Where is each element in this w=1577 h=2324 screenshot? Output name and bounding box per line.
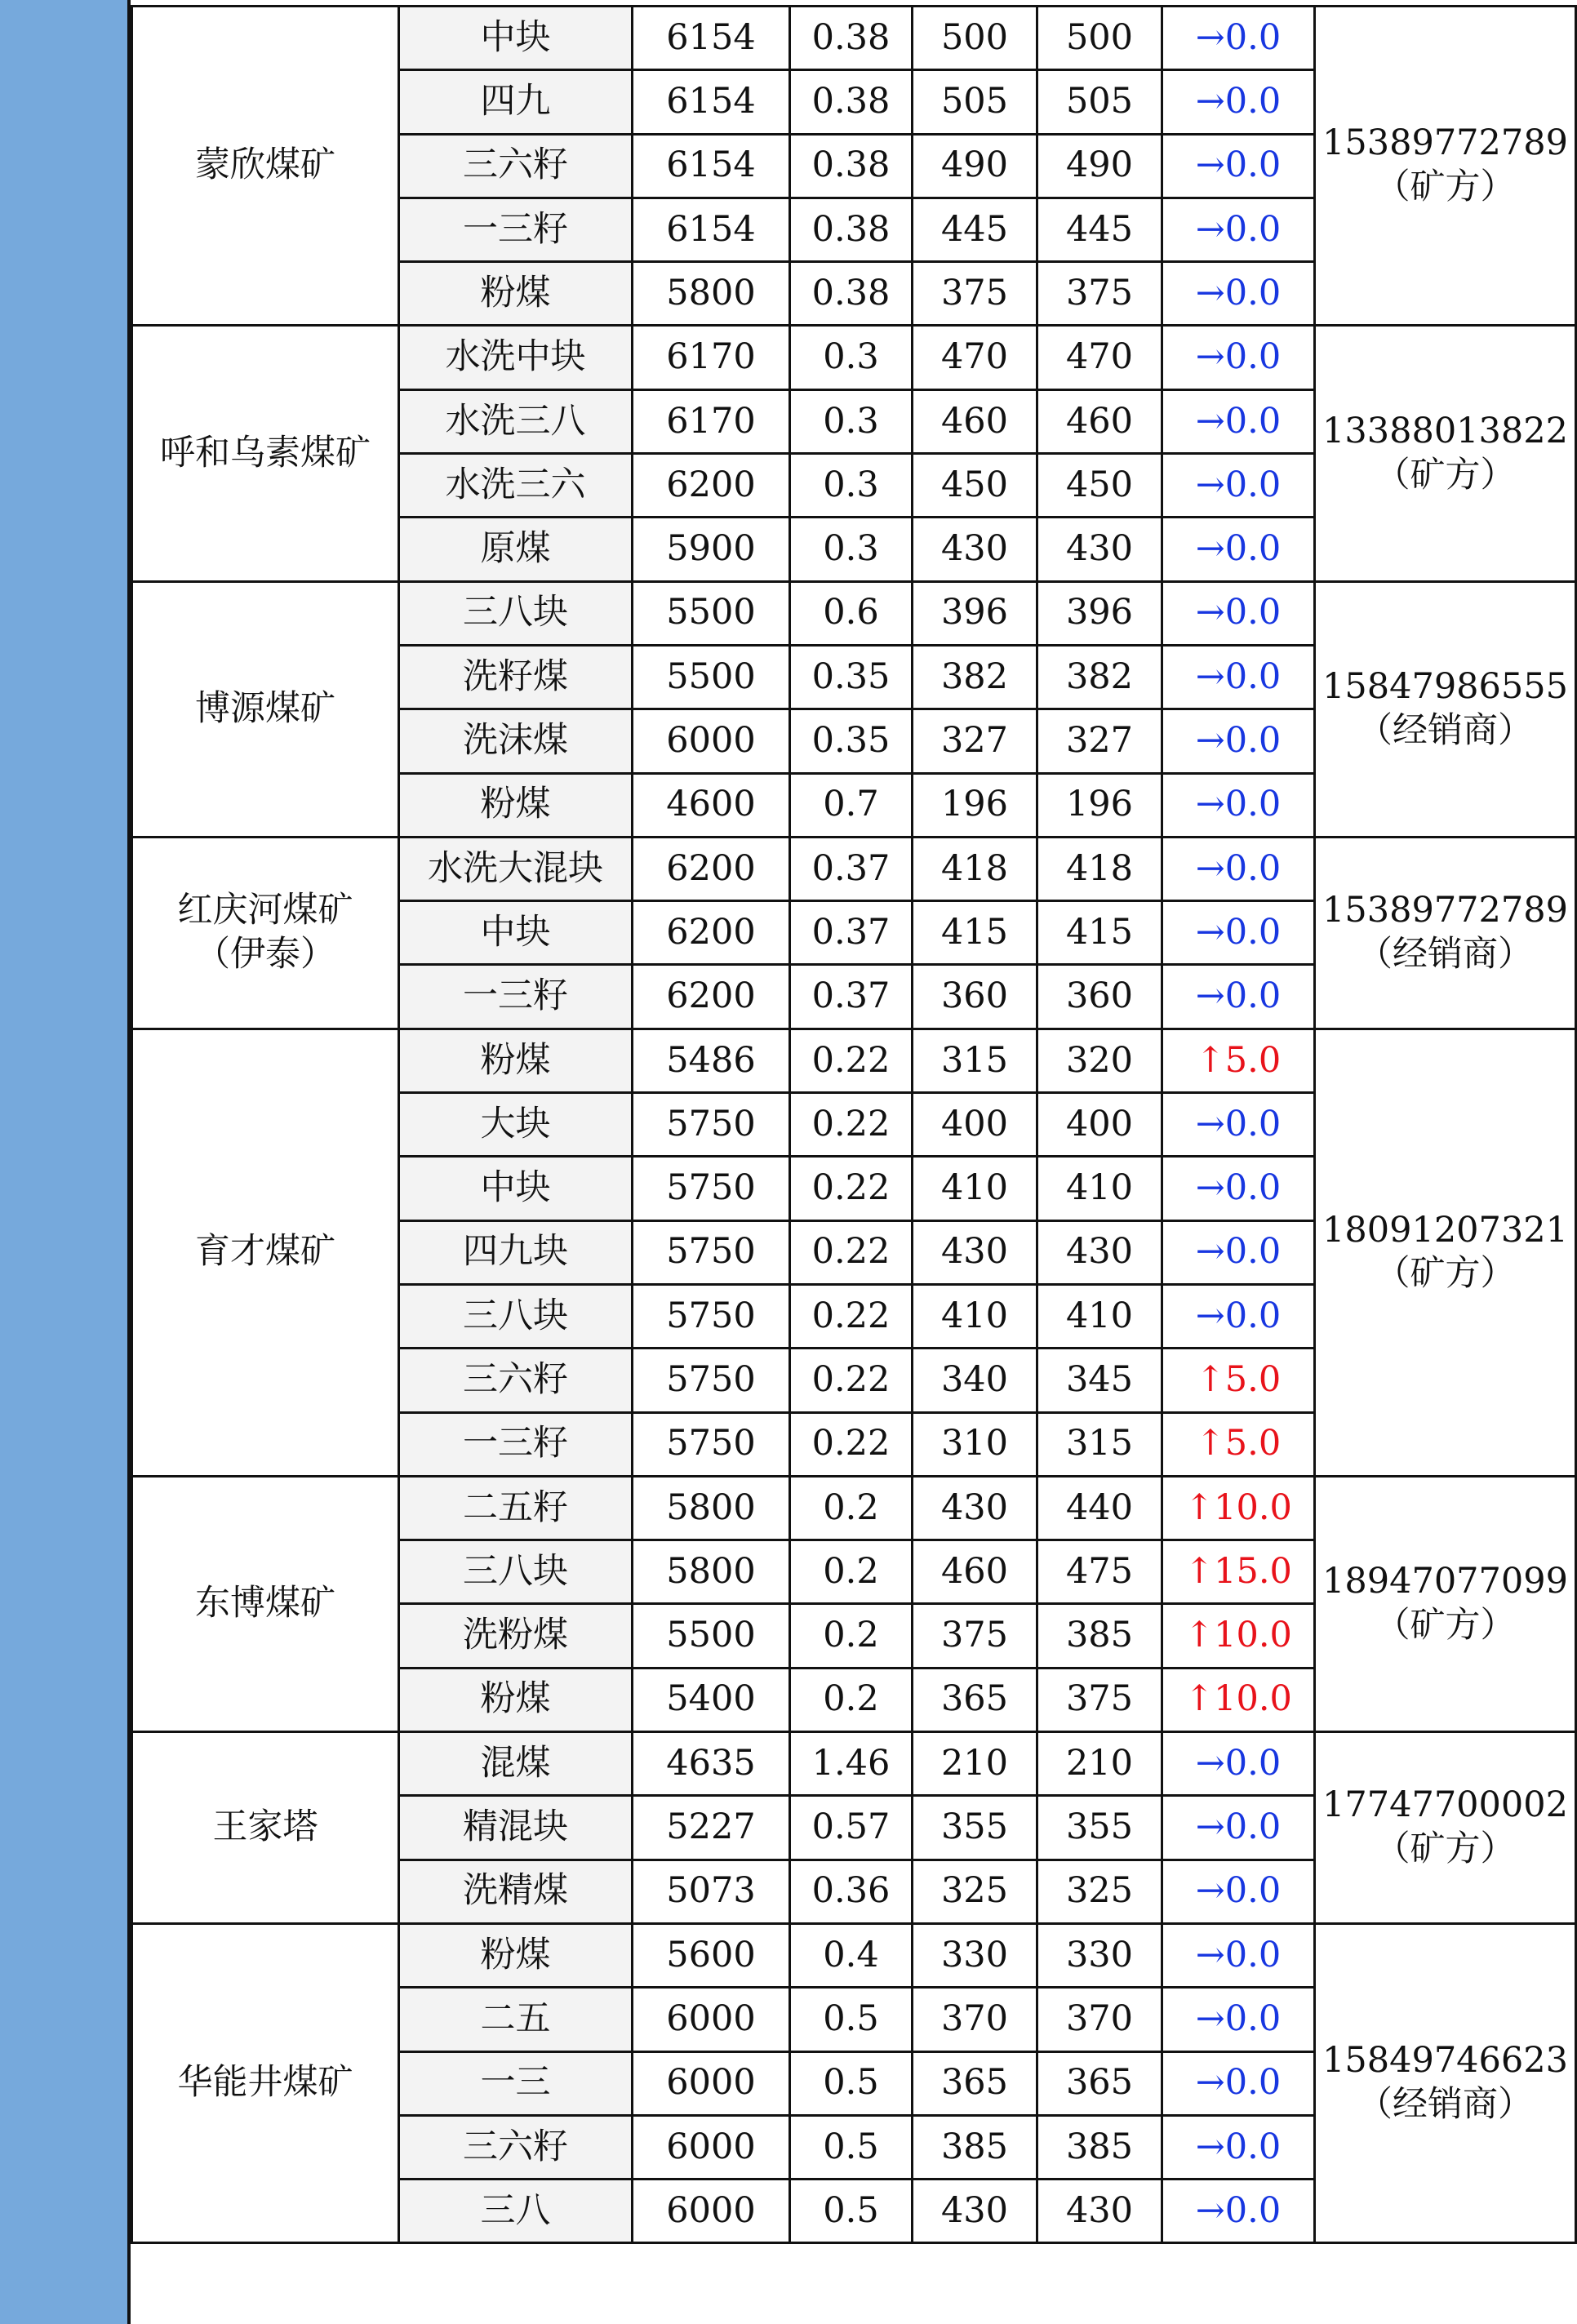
current-price-cell: 470 (1037, 326, 1162, 389)
current-price-cell: 385 (1037, 2115, 1162, 2179)
price-change-flat-cell: →0.0 (1162, 1860, 1315, 1923)
contact-role: （矿方） (1375, 167, 1516, 208)
product-cell: 洗籽煤 (399, 645, 633, 709)
price-change-up-cell: ↑10.0 (1162, 1668, 1315, 1731)
product-cell: 三八块 (399, 581, 633, 645)
sulfur-value-cell: 0.22 (790, 1157, 913, 1220)
price-change-flat-cell: →0.0 (1162, 454, 1315, 518)
sulfur-value-cell: 0.4 (790, 1923, 913, 1987)
contact-phone: 18091207321 (1322, 1209, 1568, 1251)
current-price-cell: 360 (1037, 965, 1162, 1029)
heat-value-cell: 6154 (633, 134, 790, 198)
product-cell: 原煤 (399, 518, 633, 581)
price-change-up-cell: ↑10.0 (1162, 1604, 1315, 1668)
current-price-cell: 365 (1037, 2051, 1162, 2115)
heat-value-cell: 5750 (633, 1093, 790, 1157)
table-row (132, 1476, 1576, 1540)
sulfur-value-cell: 0.38 (790, 262, 913, 326)
sulfur-value-cell: 0.22 (790, 1220, 913, 1284)
table-row (132, 581, 1576, 645)
sulfur-value-cell: 0.2 (790, 1540, 913, 1604)
sulfur-value-cell: 0.3 (790, 454, 913, 518)
current-price-cell: 430 (1037, 1220, 1162, 1284)
sulfur-value-cell: 0.22 (790, 1093, 913, 1157)
current-price-cell: 375 (1037, 1668, 1162, 1731)
previous-price-cell: 382 (913, 645, 1037, 709)
current-price-cell: 505 (1037, 70, 1162, 134)
current-price-cell: 430 (1037, 518, 1162, 581)
contact-cell (1315, 1476, 1576, 1731)
current-price-cell: 396 (1037, 581, 1162, 645)
heat-value-cell: 6154 (633, 7, 790, 70)
current-price-cell: 327 (1037, 709, 1162, 773)
contact-role: （经销商） (1357, 933, 1533, 975)
price-change-flat-cell: →0.0 (1162, 773, 1315, 837)
current-price-cell: 460 (1037, 389, 1162, 453)
contact-role: （矿方） (1375, 1253, 1516, 1295)
price-change-flat-cell: →0.0 (1162, 1732, 1315, 1796)
current-price-cell: 415 (1037, 901, 1162, 965)
current-price-cell: 418 (1037, 837, 1162, 900)
previous-price-cell: 310 (913, 1412, 1037, 1476)
current-price-cell: 330 (1037, 1923, 1162, 1987)
previous-price-cell: 450 (913, 454, 1037, 518)
sulfur-value-cell: 0.37 (790, 837, 913, 900)
previous-price-cell: 370 (913, 1988, 1037, 2051)
sulfur-value-cell: 0.38 (790, 198, 913, 261)
contact-cell (1315, 326, 1576, 581)
product-cell: 粉煤 (399, 1029, 633, 1092)
previous-price-cell: 400 (913, 1093, 1037, 1157)
contact-role: （矿方） (1375, 454, 1516, 495)
sulfur-value-cell: 0.2 (790, 1668, 913, 1731)
heat-value-cell: 6200 (633, 454, 790, 518)
current-price-cell: 400 (1037, 1093, 1162, 1157)
product-cell: 四九 (399, 70, 633, 134)
product-cell: 三八块 (399, 1284, 633, 1348)
contact-cell (1315, 7, 1576, 326)
price-change-flat-cell: →0.0 (1162, 901, 1315, 965)
current-price-cell: 430 (1037, 2180, 1162, 2243)
previous-price-cell: 430 (913, 1220, 1037, 1284)
current-price-cell: 445 (1037, 198, 1162, 261)
mine-name-line: （伊泰） (195, 933, 335, 975)
current-price-cell: 370 (1037, 1988, 1162, 2051)
previous-price-cell: 340 (913, 1349, 1037, 1412)
product-cell: 三八块 (399, 1540, 633, 1604)
price-change-flat-cell: →0.0 (1162, 837, 1315, 900)
mine-name-cell (132, 326, 399, 581)
heat-value-cell: 6200 (633, 901, 790, 965)
price-change-flat-cell: →0.0 (1162, 134, 1315, 198)
mine-name-cell (132, 837, 399, 1029)
mine-name-cell (132, 581, 399, 837)
product-cell: 一三籽 (399, 965, 633, 1029)
price-change-up-cell: ↑5.0 (1162, 1412, 1315, 1476)
mine-name-cell (132, 1923, 399, 2242)
current-price-cell: 375 (1037, 262, 1162, 326)
table-row (132, 7, 1576, 70)
sulfur-value-cell: 0.22 (790, 1412, 913, 1476)
contact-phone: 17747700002 (1322, 1784, 1568, 1826)
product-cell: 三六籽 (399, 2115, 633, 2179)
sulfur-value-cell: 0.57 (790, 1796, 913, 1860)
sulfur-value-cell: 0.7 (790, 773, 913, 837)
heat-value-cell: 5500 (633, 1604, 790, 1668)
price-change-flat-cell: →0.0 (1162, 645, 1315, 709)
contact-phone: 13388013822 (1322, 410, 1568, 451)
product-cell: 一三 (399, 2051, 633, 2115)
mine-name-line: 蒙欣煤矿 (195, 144, 335, 186)
sulfur-value-cell: 0.37 (790, 965, 913, 1029)
previous-price-cell: 430 (913, 1476, 1037, 1540)
previous-price-cell: 365 (913, 1668, 1037, 1731)
contact-phone: 15389772789 (1322, 890, 1568, 931)
coal-table-body (132, 7, 1576, 2243)
table-row (132, 326, 1576, 389)
coal-price-table (131, 5, 1577, 2244)
current-price-cell: 315 (1037, 1412, 1162, 1476)
mine-name-line: 博源煤矿 (195, 687, 335, 729)
product-cell: 一三籽 (399, 198, 633, 261)
table-row (132, 1732, 1576, 1796)
sulfur-value-cell: 0.3 (790, 326, 913, 389)
contact-phone: 15389772789 (1322, 122, 1568, 164)
contact-phone: 15847986555 (1322, 666, 1568, 708)
price-change-up-cell: ↑5.0 (1162, 1029, 1315, 1092)
current-price-cell: 345 (1037, 1349, 1162, 1412)
price-change-flat-cell: →0.0 (1162, 965, 1315, 1029)
heat-value-cell: 5800 (633, 262, 790, 326)
sulfur-value-cell: 0.5 (790, 2180, 913, 2243)
contact-role: （经销商） (1357, 2084, 1533, 2126)
price-change-flat-cell: →0.0 (1162, 1220, 1315, 1284)
heat-value-cell: 5073 (633, 1860, 790, 1923)
sulfur-value-cell: 0.2 (790, 1604, 913, 1668)
current-price-cell: 385 (1037, 1604, 1162, 1668)
price-change-flat-cell: →0.0 (1162, 7, 1315, 70)
contact-role: （矿方） (1375, 1828, 1516, 1869)
product-cell: 粉煤 (399, 773, 633, 837)
mine-name-cell (132, 7, 399, 326)
product-cell: 粉煤 (399, 262, 633, 326)
previous-price-cell: 327 (913, 709, 1037, 773)
previous-price-cell: 360 (913, 965, 1037, 1029)
contact-cell (1315, 1923, 1576, 2242)
sulfur-value-cell: 0.5 (790, 2115, 913, 2179)
heat-value-cell: 5486 (633, 1029, 790, 1092)
previous-price-cell: 410 (913, 1284, 1037, 1348)
heat-value-cell: 5800 (633, 1540, 790, 1604)
price-change-flat-cell: →0.0 (1162, 70, 1315, 134)
current-price-cell: 410 (1037, 1284, 1162, 1348)
heat-value-cell: 6200 (633, 965, 790, 1029)
heat-value-cell: 6154 (633, 70, 790, 134)
heat-value-cell: 5227 (633, 1796, 790, 1860)
previous-price-cell: 385 (913, 2115, 1037, 2179)
product-cell: 水洗中块 (399, 326, 633, 389)
current-price-cell: 196 (1037, 773, 1162, 837)
product-cell: 中块 (399, 1157, 633, 1220)
current-price-cell: 440 (1037, 1476, 1162, 1540)
previous-price-cell: 196 (913, 773, 1037, 837)
product-cell: 水洗三八 (399, 389, 633, 453)
price-change-flat-cell: →0.0 (1162, 198, 1315, 261)
product-cell: 大块 (399, 1093, 633, 1157)
heat-value-cell: 5750 (633, 1220, 790, 1284)
mine-name-line: 东博煤矿 (195, 1583, 335, 1624)
product-cell: 洗沫煤 (399, 709, 633, 773)
heat-value-cell: 5800 (633, 1476, 790, 1540)
sulfur-value-cell: 0.5 (790, 1988, 913, 2051)
current-price-cell: 500 (1037, 7, 1162, 70)
heat-value-cell: 6000 (633, 709, 790, 773)
price-change-flat-cell: →0.0 (1162, 326, 1315, 389)
heat-value-cell: 6000 (633, 1988, 790, 2051)
product-cell: 四九块 (399, 1220, 633, 1284)
price-change-flat-cell: →0.0 (1162, 2180, 1315, 2243)
price-change-flat-cell: →0.0 (1162, 1093, 1315, 1157)
heat-value-cell: 5500 (633, 581, 790, 645)
table-row (132, 1029, 1576, 1092)
price-change-flat-cell: →0.0 (1162, 709, 1315, 773)
contact-cell (1315, 581, 1576, 837)
heat-value-cell: 6000 (633, 2115, 790, 2179)
heat-value-cell: 5750 (633, 1349, 790, 1412)
sulfur-value-cell: 0.37 (790, 901, 913, 965)
product-cell: 水洗三六 (399, 454, 633, 518)
sulfur-value-cell: 0.22 (790, 1029, 913, 1092)
current-price-cell: 320 (1037, 1029, 1162, 1092)
sulfur-value-cell: 0.22 (790, 1349, 913, 1412)
mine-name-line: 王家塔 (212, 1806, 318, 1848)
previous-price-cell: 445 (913, 198, 1037, 261)
mine-name-line: 华能井煤矿 (177, 2062, 353, 2104)
product-cell: 二五 (399, 1988, 633, 2051)
sulfur-value-cell: 1.46 (790, 1732, 913, 1796)
mine-name-line: 呼和乌素煤矿 (160, 432, 371, 473)
sulfur-value-cell: 0.22 (790, 1284, 913, 1348)
sulfur-value-cell: 0.3 (790, 518, 913, 581)
contact-cell (1315, 1029, 1576, 1476)
heat-value-cell: 4600 (633, 773, 790, 837)
product-cell: 水洗大混块 (399, 837, 633, 900)
sulfur-value-cell: 0.2 (790, 1476, 913, 1540)
price-change-flat-cell: →0.0 (1162, 389, 1315, 453)
previous-price-cell: 460 (913, 389, 1037, 453)
mine-name-line: 育才煤矿 (195, 1231, 335, 1273)
previous-price-cell: 415 (913, 901, 1037, 965)
product-cell: 中块 (399, 901, 633, 965)
sulfur-value-cell: 0.6 (790, 581, 913, 645)
product-cell: 粉煤 (399, 1923, 633, 1987)
previous-price-cell: 410 (913, 1157, 1037, 1220)
previous-price-cell: 460 (913, 1540, 1037, 1604)
product-cell: 中块 (399, 7, 633, 70)
heat-value-cell: 5500 (633, 645, 790, 709)
contact-cell (1315, 837, 1576, 1029)
product-cell: 粉煤 (399, 1668, 633, 1731)
previous-price-cell: 375 (913, 1604, 1037, 1668)
mine-name-cell (132, 1732, 399, 1924)
product-cell: 洗粉煤 (399, 1604, 633, 1668)
price-change-up-cell: ↑15.0 (1162, 1540, 1315, 1604)
heat-value-cell: 6000 (633, 2180, 790, 2243)
previous-price-cell: 330 (913, 1923, 1037, 1987)
current-price-cell: 410 (1037, 1157, 1162, 1220)
product-cell: 三六籽 (399, 134, 633, 198)
product-cell: 洗精煤 (399, 1860, 633, 1923)
price-change-flat-cell: →0.0 (1162, 2051, 1315, 2115)
previous-price-cell: 418 (913, 837, 1037, 900)
sulfur-value-cell: 0.5 (790, 2051, 913, 2115)
previous-price-cell: 396 (913, 581, 1037, 645)
current-price-cell: 210 (1037, 1732, 1162, 1796)
heat-value-cell: 6154 (633, 198, 790, 261)
current-price-cell: 475 (1037, 1540, 1162, 1604)
contact-phone: 18947077099 (1322, 1561, 1568, 1602)
product-cell: 三六籽 (399, 1349, 633, 1412)
heat-value-cell: 5400 (633, 1668, 790, 1731)
previous-price-cell: 430 (913, 2180, 1037, 2243)
previous-price-cell: 430 (913, 518, 1037, 581)
price-change-flat-cell: →0.0 (1162, 1284, 1315, 1348)
price-change-flat-cell: →0.0 (1162, 2115, 1315, 2179)
previous-price-cell: 315 (913, 1029, 1037, 1092)
product-cell: 一三籽 (399, 1412, 633, 1476)
mine-name-cell (132, 1029, 399, 1476)
sulfur-value-cell: 0.3 (790, 389, 913, 453)
product-cell: 精混块 (399, 1796, 633, 1860)
current-price-cell: 490 (1037, 134, 1162, 198)
contact-cell (1315, 1732, 1576, 1924)
sulfur-value-cell: 0.35 (790, 709, 913, 773)
price-change-flat-cell: →0.0 (1162, 581, 1315, 645)
side-color-band (0, 0, 131, 2324)
heat-value-cell: 5750 (633, 1412, 790, 1476)
heat-value-cell: 5600 (633, 1923, 790, 1987)
previous-price-cell: 490 (913, 134, 1037, 198)
price-change-flat-cell: →0.0 (1162, 1796, 1315, 1860)
price-change-flat-cell: →0.0 (1162, 262, 1315, 326)
contact-role: （矿方） (1375, 1604, 1516, 1646)
price-change-up-cell: ↑10.0 (1162, 1476, 1315, 1540)
current-price-cell: 382 (1037, 645, 1162, 709)
heat-value-cell: 5900 (633, 518, 790, 581)
product-cell: 混煤 (399, 1732, 633, 1796)
previous-price-cell: 500 (913, 7, 1037, 70)
sulfur-value-cell: 0.35 (790, 645, 913, 709)
heat-value-cell: 6170 (633, 326, 790, 389)
table-row (132, 837, 1576, 900)
price-change-flat-cell: →0.0 (1162, 1157, 1315, 1220)
heat-value-cell: 4635 (633, 1732, 790, 1796)
previous-price-cell: 355 (913, 1796, 1037, 1860)
price-change-flat-cell: →0.0 (1162, 1923, 1315, 1987)
previous-price-cell: 325 (913, 1860, 1037, 1923)
contact-phone: 15849746623 (1322, 2040, 1568, 2082)
mine-name-cell (132, 1476, 399, 1731)
heat-value-cell: 5750 (633, 1157, 790, 1220)
current-price-cell: 450 (1037, 454, 1162, 518)
previous-price-cell: 470 (913, 326, 1037, 389)
sulfur-value-cell: 0.38 (790, 70, 913, 134)
current-price-cell: 355 (1037, 1796, 1162, 1860)
previous-price-cell: 365 (913, 2051, 1037, 2115)
price-change-up-cell: ↑5.0 (1162, 1349, 1315, 1412)
previous-price-cell: 505 (913, 70, 1037, 134)
current-price-cell: 325 (1037, 1860, 1162, 1923)
table-row (132, 1923, 1576, 1987)
sulfur-value-cell: 0.38 (790, 7, 913, 70)
product-cell: 三八 (399, 2180, 633, 2243)
price-change-flat-cell: →0.0 (1162, 518, 1315, 581)
contact-role: （经销商） (1357, 709, 1533, 751)
heat-value-cell: 6000 (633, 2051, 790, 2115)
previous-price-cell: 210 (913, 1732, 1037, 1796)
sulfur-value-cell: 0.38 (790, 134, 913, 198)
sulfur-value-cell: 0.36 (790, 1860, 913, 1923)
mine-name-line: 红庆河煤矿 (177, 890, 353, 931)
price-change-flat-cell: →0.0 (1162, 1988, 1315, 2051)
product-cell: 二五籽 (399, 1476, 633, 1540)
heat-value-cell: 6200 (633, 837, 790, 900)
heat-value-cell: 6170 (633, 389, 790, 453)
heat-value-cell: 5750 (633, 1284, 790, 1348)
previous-price-cell: 375 (913, 262, 1037, 326)
